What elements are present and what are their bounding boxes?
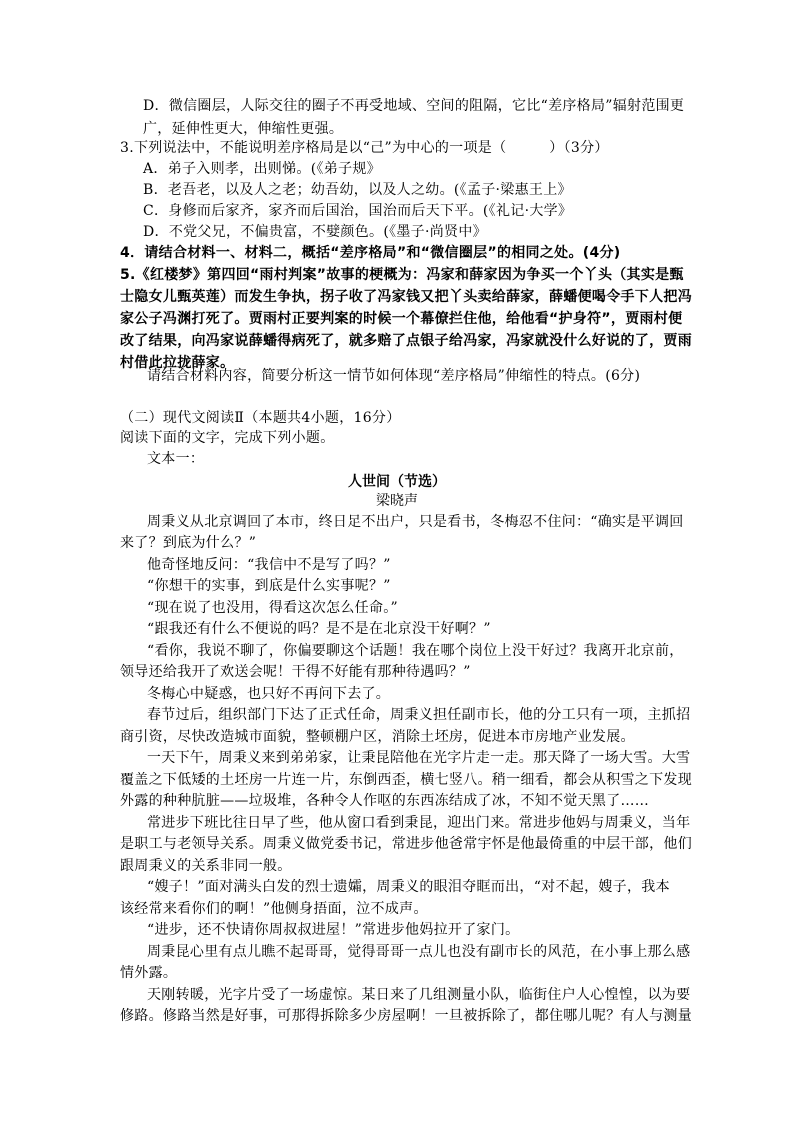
q3-stem: 3.下列说法中，不能说明差序格局是以“己”为中心的一项是（ ）（3分） [120,140,609,156]
article-line: 周秉义从北京调回了本市，终日足不出户，只是看书，冬梅忍不住问：“确实是平调回 [147,514,684,530]
q3-option-d: D．不党父兄，不偏贵富，不嬖颜色。(《墨子·尚贤中》 [143,224,487,240]
article-line: 情外露。 [120,965,178,981]
article-line: 覆盖之下低矮的土坯房一片连一片，东倒西歪，横七竖八。稍一细看，都会从积雪之下发现 [120,772,692,788]
article-line: 他奇怪地反问：“我信中不是写了吗？” [147,557,391,573]
article-line: “进步，还不快请你周叔叔进屋！”常进步他妈拉开了家门。 [147,922,520,938]
article-line: 周秉昆心里有点儿瞧不起哥哥，觉得哥哥一点儿也没有副市长的风范，在小事上那么感 [147,944,691,960]
section2-heading: （二）现代文阅读Ⅱ（本题共4小题，16分） [120,410,401,426]
article-line: “看你，我说不聊了，你偏要聊这个话题！我在哪个岗位上没干好过？我离开北京前， [147,643,684,659]
article-line: 冬梅心中疑惑，也只好不再问下去了。 [147,686,391,702]
q5-line5: 村借此拉拢薛家。 [120,355,235,371]
article-line: “你想干的实事，到底是什么实事呢？” [147,578,391,594]
article-line: 商引资，尽快改造城市面貌，整顿棚户区，消除土坯房，促进本市房地产业发展。 [120,729,635,745]
article-line: 春节过后，组织部门下达了正式任命，周秉义担任副市长，他的分工只有一项，主抓招 [147,707,691,723]
article-line: 修路。修路当然是好事，可那得拆除多少房屋啊！一旦被拆除了，都住哪儿呢？有人与测量 [120,1008,692,1024]
article-line: 常进步下班比往日早了些，他从窗口看到秉昆，迎出门来。常进步他妈与周秉义，当年 [147,815,691,831]
q3-option-c: C．身修而后家齐，家齐而后国治，国治而后天下平。(《礼记·大学》 [143,203,573,219]
q2-option-d-line2: 广，延伸性更大，伸缩性更强。 [143,121,344,137]
article-line: “跟我还有什么不便说的吗？是不是在北京没干好啊？” [147,621,491,637]
article-line: 一天下午，周秉义来到弟弟家，让秉昆陪他在光字片走一走。那天降了一场大雪。大雪 [147,750,691,766]
article-line: 该经常来看你们的啊！”他侧身捂面，泣不成声。 [120,901,428,917]
article-author: 梁晓声 [376,493,418,509]
q3-option-a: A．弟子入则孝，出则悌。(《弟子规》 [143,161,381,177]
text-one-label: 文本一： [147,451,205,467]
article-title: 人世间（节选） [348,474,446,490]
article-line: 领导还给我开了欢送会呢！干得不好能有那种待遇吗？” [120,664,471,680]
article-line: 跟周秉义的关系非同一般。 [120,858,292,874]
article-line: 外露的种种肮脏——垃圾堆，各种令人作呕的东西冻结成了冰，不知不觉天黑了…… [120,793,650,809]
q5-line1: 5.《红楼梦》第四回“雨村判案”故事的梗概为：冯家和薛家因为争买一个丫头（其实是甄 [120,267,684,283]
article-line: 天刚转暖，光字片受了一场虚惊。某日来了几组测量小队，临街住户人心惶惶，以为要 [147,987,691,1003]
q5-prompt: 请结合材料内容，简要分析这一情节如何体现“差序格局”伸缩性的特点。(6分) [147,368,641,384]
q5-line3: 家公子冯渊打死了。贾雨村正要判案的时候一个幕僚拦住他，给他看“护身符”，贾雨村便 [120,311,683,327]
q2-option-d-line1: D．微信圈层，人际交往的圈子不再受地域、空间的阻隔，它比“差序格局”辐射范围更 [143,98,685,114]
q3-option-b: B．老吾老，以及人之老；幼吾幼，以及人之幼。(《孟子·梁惠王上》 [143,182,572,198]
article-line: 是职工与老领导关系。周秉义做党委书记，常进步他爸常宇怀是他最倚重的中层干部，他们 [120,836,692,852]
section2-instruction: 阅读下面的文字，完成下列小题。 [120,430,335,446]
article-line: “现在说了也没用，得看这次怎么任命。” [147,600,399,616]
q4-stem: 4．请结合材料一、材料二，概括“差序格局”和“微信圈层”的相同之处。(4分) [120,245,621,261]
q5-line4: 改了结果，向冯家说薛蟠得病死了，就多赔了点银子给冯家，冯家就没什么好说的了，贾雨 [120,333,692,349]
article-line: “嫂子！”面对满头白发的烈士遗孀，周秉义的眼泪夺眶而出，“对不起，嫂子，我本 [147,879,670,895]
q5-line2: 士隐女儿甄英莲）而发生争执，拐子收了冯家钱又把丫头卖给薛家，薛蟠便喝令手下人把冯 [120,289,692,305]
article-line: 来了？到底为什么？” [120,535,257,551]
